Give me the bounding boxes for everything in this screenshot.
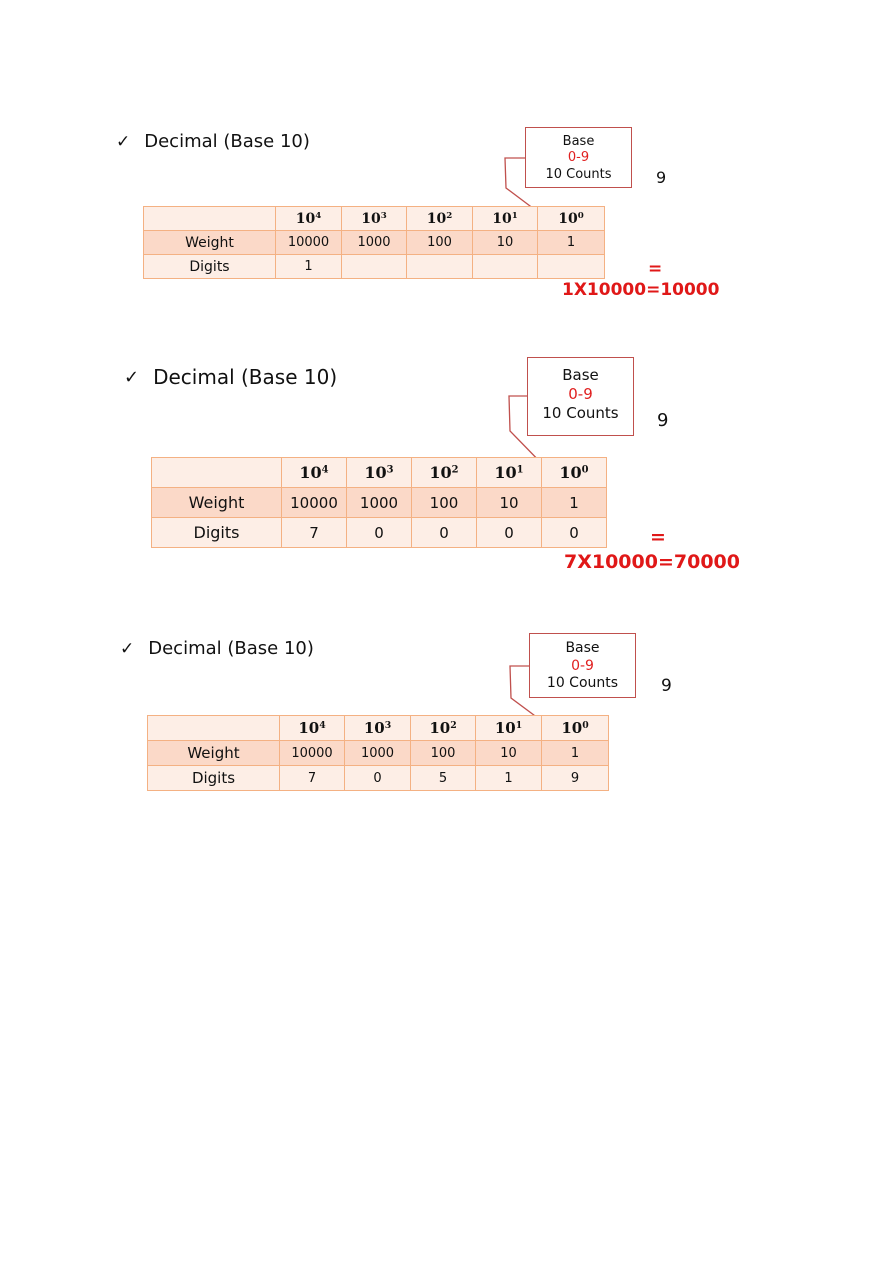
weight-cell: 100 [411,741,476,766]
digit-cell: 7 [282,518,347,548]
place-value-table [147,715,609,791]
weight-cell: 10000 [280,741,345,766]
weight-cell: 1000 [342,231,407,255]
callout-title: Base [562,134,595,149]
weight-cell: 10 [473,231,538,255]
weight-cell: 1 [542,488,607,518]
digit-cell: 0 [542,518,607,548]
table-row [148,716,609,741]
weight-cell: 10 [477,488,542,518]
checkmark-icon: ✓ [120,638,135,659]
callout-range: 0-9 [571,657,594,674]
callout-title: Base [565,640,600,656]
power-header: $10^3$ [345,716,411,741]
row-label: Weight [148,741,280,766]
heading-text: Decimal (Base 10) [153,365,338,389]
row-label: Weight [152,488,282,518]
power-header: $10^1$ [473,207,538,231]
power-header: $10^2$ [407,207,473,231]
result-equals: = [648,259,663,279]
weight-cell: 1000 [345,741,411,766]
digit-cell: 5 [411,766,476,791]
digit-cell: 1 [276,255,342,279]
table-row [148,741,609,766]
weight-cell: 10 [476,741,542,766]
power-header: $10^0$ [538,207,605,231]
row-label: Digits [148,766,280,791]
power-header: $10^1$ [476,716,542,741]
table-row [148,766,609,791]
power-header: $10^4$ [282,458,347,488]
weight-cell: 100 [407,231,473,255]
result-expression: 7X10000=70000 [564,551,740,573]
weight-cell: 1 [542,741,609,766]
weight-cell: 100 [412,488,477,518]
row-label: Digits [144,255,276,279]
heading-text: Decimal (Base 10) [144,131,310,152]
power-header: $10^3$ [342,207,407,231]
side-number: 9 [657,410,669,431]
digit-cell: 0 [345,766,411,791]
power-header: $10^2$ [412,458,477,488]
row-label: Digits [152,518,282,548]
callout-range: 0-9 [568,384,593,403]
side-number: 9 [661,676,672,696]
power-header: $10^4$ [280,716,345,741]
power-header: $10^0$ [542,458,607,488]
power-header: $10^2$ [411,716,476,741]
digit-cell: 9 [542,766,609,791]
callout-range: 0-9 [567,150,590,166]
weight-cell: 10000 [282,488,347,518]
row-label: Weight [144,231,276,255]
digit-cell: 1 [476,766,542,791]
side-number: 9 [656,168,667,187]
digit-cell: 0 [412,518,477,548]
power-header: $10^4$ [276,207,342,231]
weight-cell: 1000 [347,488,412,518]
power-header: $10^0$ [542,716,609,741]
digit-cell: 0 [477,518,542,548]
digit-cell: 0 [347,518,412,548]
result-expression: 1X10000=10000 [562,280,720,300]
weight-cell: 1 [538,231,605,255]
checkmark-icon: ✓ [116,131,131,152]
checkmark-icon: ✓ [124,366,140,388]
weight-cell: 10000 [276,231,342,255]
callout-counts: 10 Counts [546,675,619,691]
heading-text: Decimal (Base 10) [148,638,314,659]
digit-cell: 7 [280,766,345,791]
callout-counts: 10 Counts [542,403,619,422]
callout-title: Base [562,366,599,384]
callout-counts: 10 Counts [545,166,612,182]
power-header: $10^1$ [477,458,542,488]
result-equals: = [650,526,666,548]
power-header: $10^3$ [347,458,412,488]
table-cell-empty [148,716,280,741]
